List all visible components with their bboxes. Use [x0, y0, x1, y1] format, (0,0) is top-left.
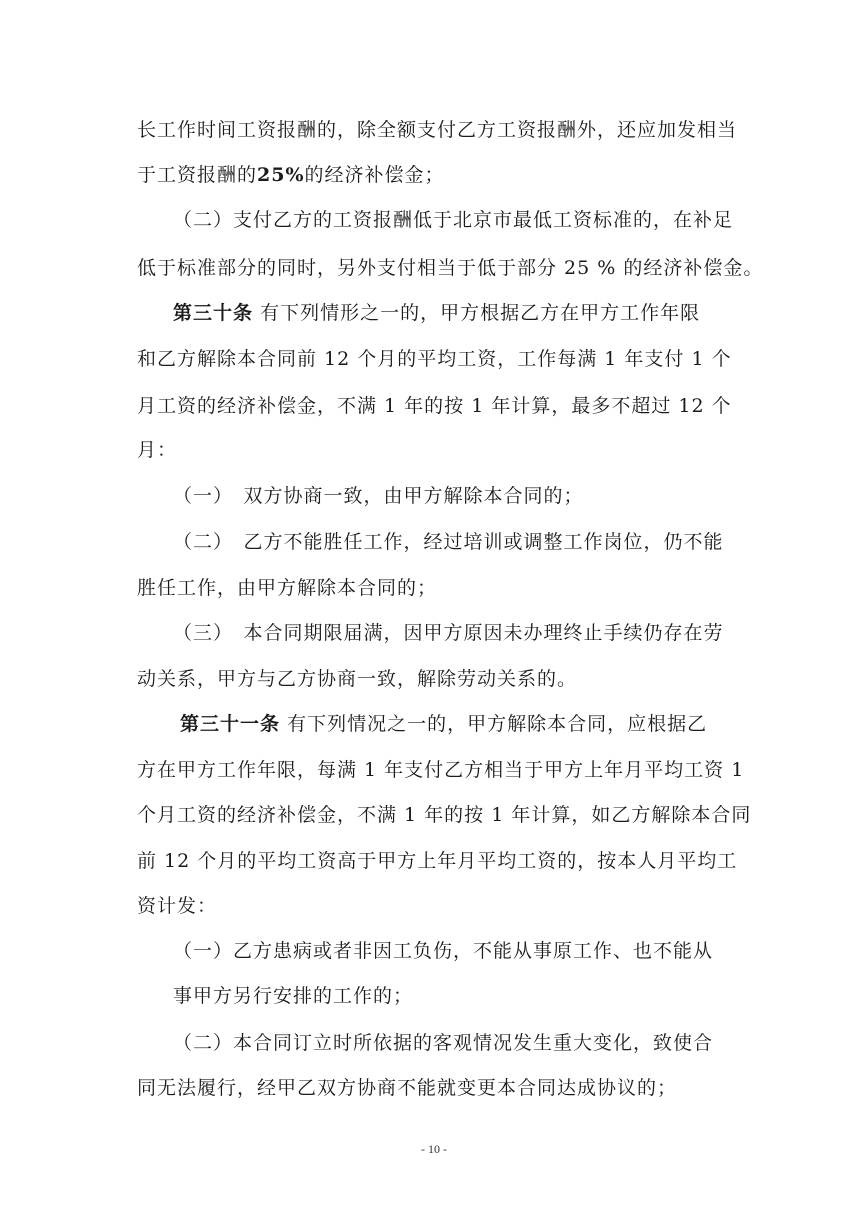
art31-line3: 个月工资的经济补偿金，不满 1 年的按 1 年计算，如乙方解除本合同 — [137, 804, 752, 826]
art30-line4: 月： — [137, 439, 178, 461]
art30-line2: 和乙方解除本合同前 12 个月的平均工资，工作每满 1 年支付 1 个 — [137, 348, 732, 370]
art31-line1-text: 有下列情况之一的，甲方解除本合同，应根据乙 — [287, 713, 708, 735]
art31-heading: 第三十一条 — [180, 713, 281, 735]
art30-item2-line2: 胜任工作，由甲方解除本合同的； — [137, 577, 438, 599]
p1-line2 — [137, 163, 445, 187]
art31-line1 — [180, 712, 707, 736]
p1-line2-prefix: 于工资报酬的 — [137, 164, 258, 186]
p1-line2-suffix: 的经济补偿金； — [304, 164, 445, 186]
art30-item3-line2: 动关系，甲方与乙方协商一致，解除劳动关系的。 — [137, 668, 578, 690]
art30-item3-line1: （三） 本合同期限届满，因甲方原因未办理终止手续仍存在劳 — [173, 622, 724, 644]
art31-item1-line1: （一）乙方患病或者非因工负伤，不能从事原工作、也不能从 — [173, 940, 714, 962]
art30-line1 — [173, 301, 700, 325]
art30-line1-text: 有下列情形之一的，甲方根据乙方在甲方工作年限 — [260, 302, 701, 324]
art31-item2-line2: 同无法履行，经甲乙双方协商不能就变更本合同达成协议的； — [137, 1077, 678, 1099]
art30-heading: 第三十条 — [173, 302, 254, 324]
art31-item2-line1: （二）本合同订立时所依据的客观情况发生重大变化，致使合 — [173, 1032, 714, 1054]
art30-item2-line1: （二） 乙方不能胜任工作，经过培训或调整工作岗位，仍不能 — [173, 531, 724, 553]
art31-item1-line2: 事甲方另行安排的工作的； — [173, 985, 414, 1007]
p2-line1: （二）支付乙方的工资报酬低于北京市最低工资标准的，在补足 — [173, 209, 734, 231]
p2-line2: 低于标准部分的同时，另外支付相当于低于部分 25 % 的经济补偿金。 — [137, 257, 764, 279]
art31-line2: 方在甲方工作年限，每满 1 年支付乙方相当于甲方上年月平均工资 1 — [137, 759, 745, 781]
art31-line4: 前 12 个月的平均工资高于甲方上年月平均工资的，按本人月平均工 — [137, 850, 738, 872]
art31-line5: 资计发： — [137, 895, 218, 917]
art30-item1: （一） 双方协商一致，由甲方解除本合同的； — [173, 485, 584, 507]
page-number: - 10 - — [421, 1142, 447, 1156]
art30-line3: 月工资的经济补偿金，不满 1 年的按 1 年计算，最多不超过 12 个 — [137, 395, 732, 417]
p1-line1: 长工作时间工资报酬的，除全额支付乙方工资报酬外，还应加发相当 — [137, 119, 738, 141]
p1-line2-bold: 25% — [257, 164, 305, 186]
